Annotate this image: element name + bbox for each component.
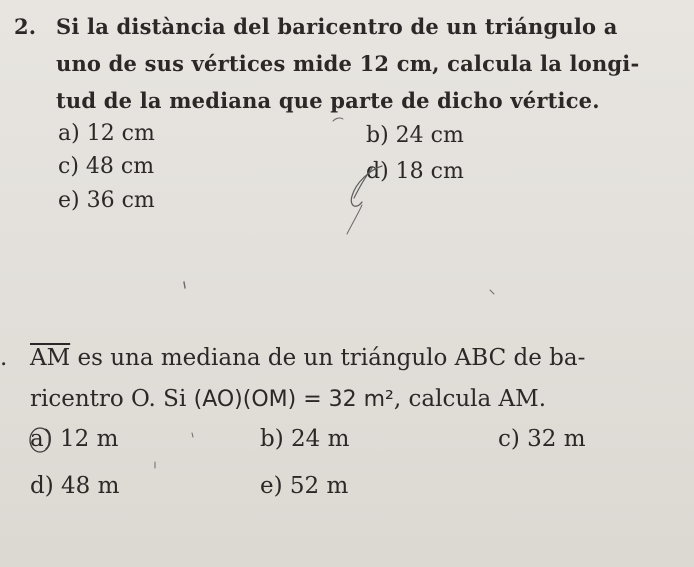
problem-2-option-e[interactable]: e) 36 cm [58,188,155,213]
problem-2-number: 2. [14,14,37,39]
problem-2-line-1: Si la distància del baricentro de un triángulo a [56,14,618,39]
problem-2-option-b[interactable]: b) 24 cm [366,123,464,148]
problem-3-line-2 [30,386,546,412]
problem-3-option-c[interactable]: c) 32 m [498,426,586,452]
problem-2-line-2: uno de sus vértices mide 12 cm, calcula la longi- [56,51,640,76]
problem-2-option-a[interactable]: a) 12 cm [58,121,155,146]
problem-3-option-e[interactable]: e) 52 m [260,473,349,499]
problem-3-line-1 [30,345,585,371]
problem-3-option-b[interactable]: b) 24 m [260,426,350,452]
segment-am: $\overline{AM}$ [30,345,71,371]
problem-3-line-2-text: ricentro O. Si [30,386,187,412]
problem-3-option-d[interactable]: d) 48 m [30,473,120,499]
problem-2-option-d[interactable]: d) 18 cm [366,159,464,184]
problem-3-line-2-end: , calcula AM. [393,386,547,412]
problem-2-option-c[interactable]: c) 48 cm [58,154,155,179]
problem-2-line-3: tud de la mediana que parte de dicho vértice. [56,88,600,113]
problem-3-number: . [0,345,8,371]
problem-3-formula: (AO)(OM) = 32 m² [193,387,394,412]
problem-3-line-1-rest: es una mediana de un triángulo ABC de ba- [77,345,586,371]
problem-3-option-a[interactable]: a) 12 m [30,426,119,452]
